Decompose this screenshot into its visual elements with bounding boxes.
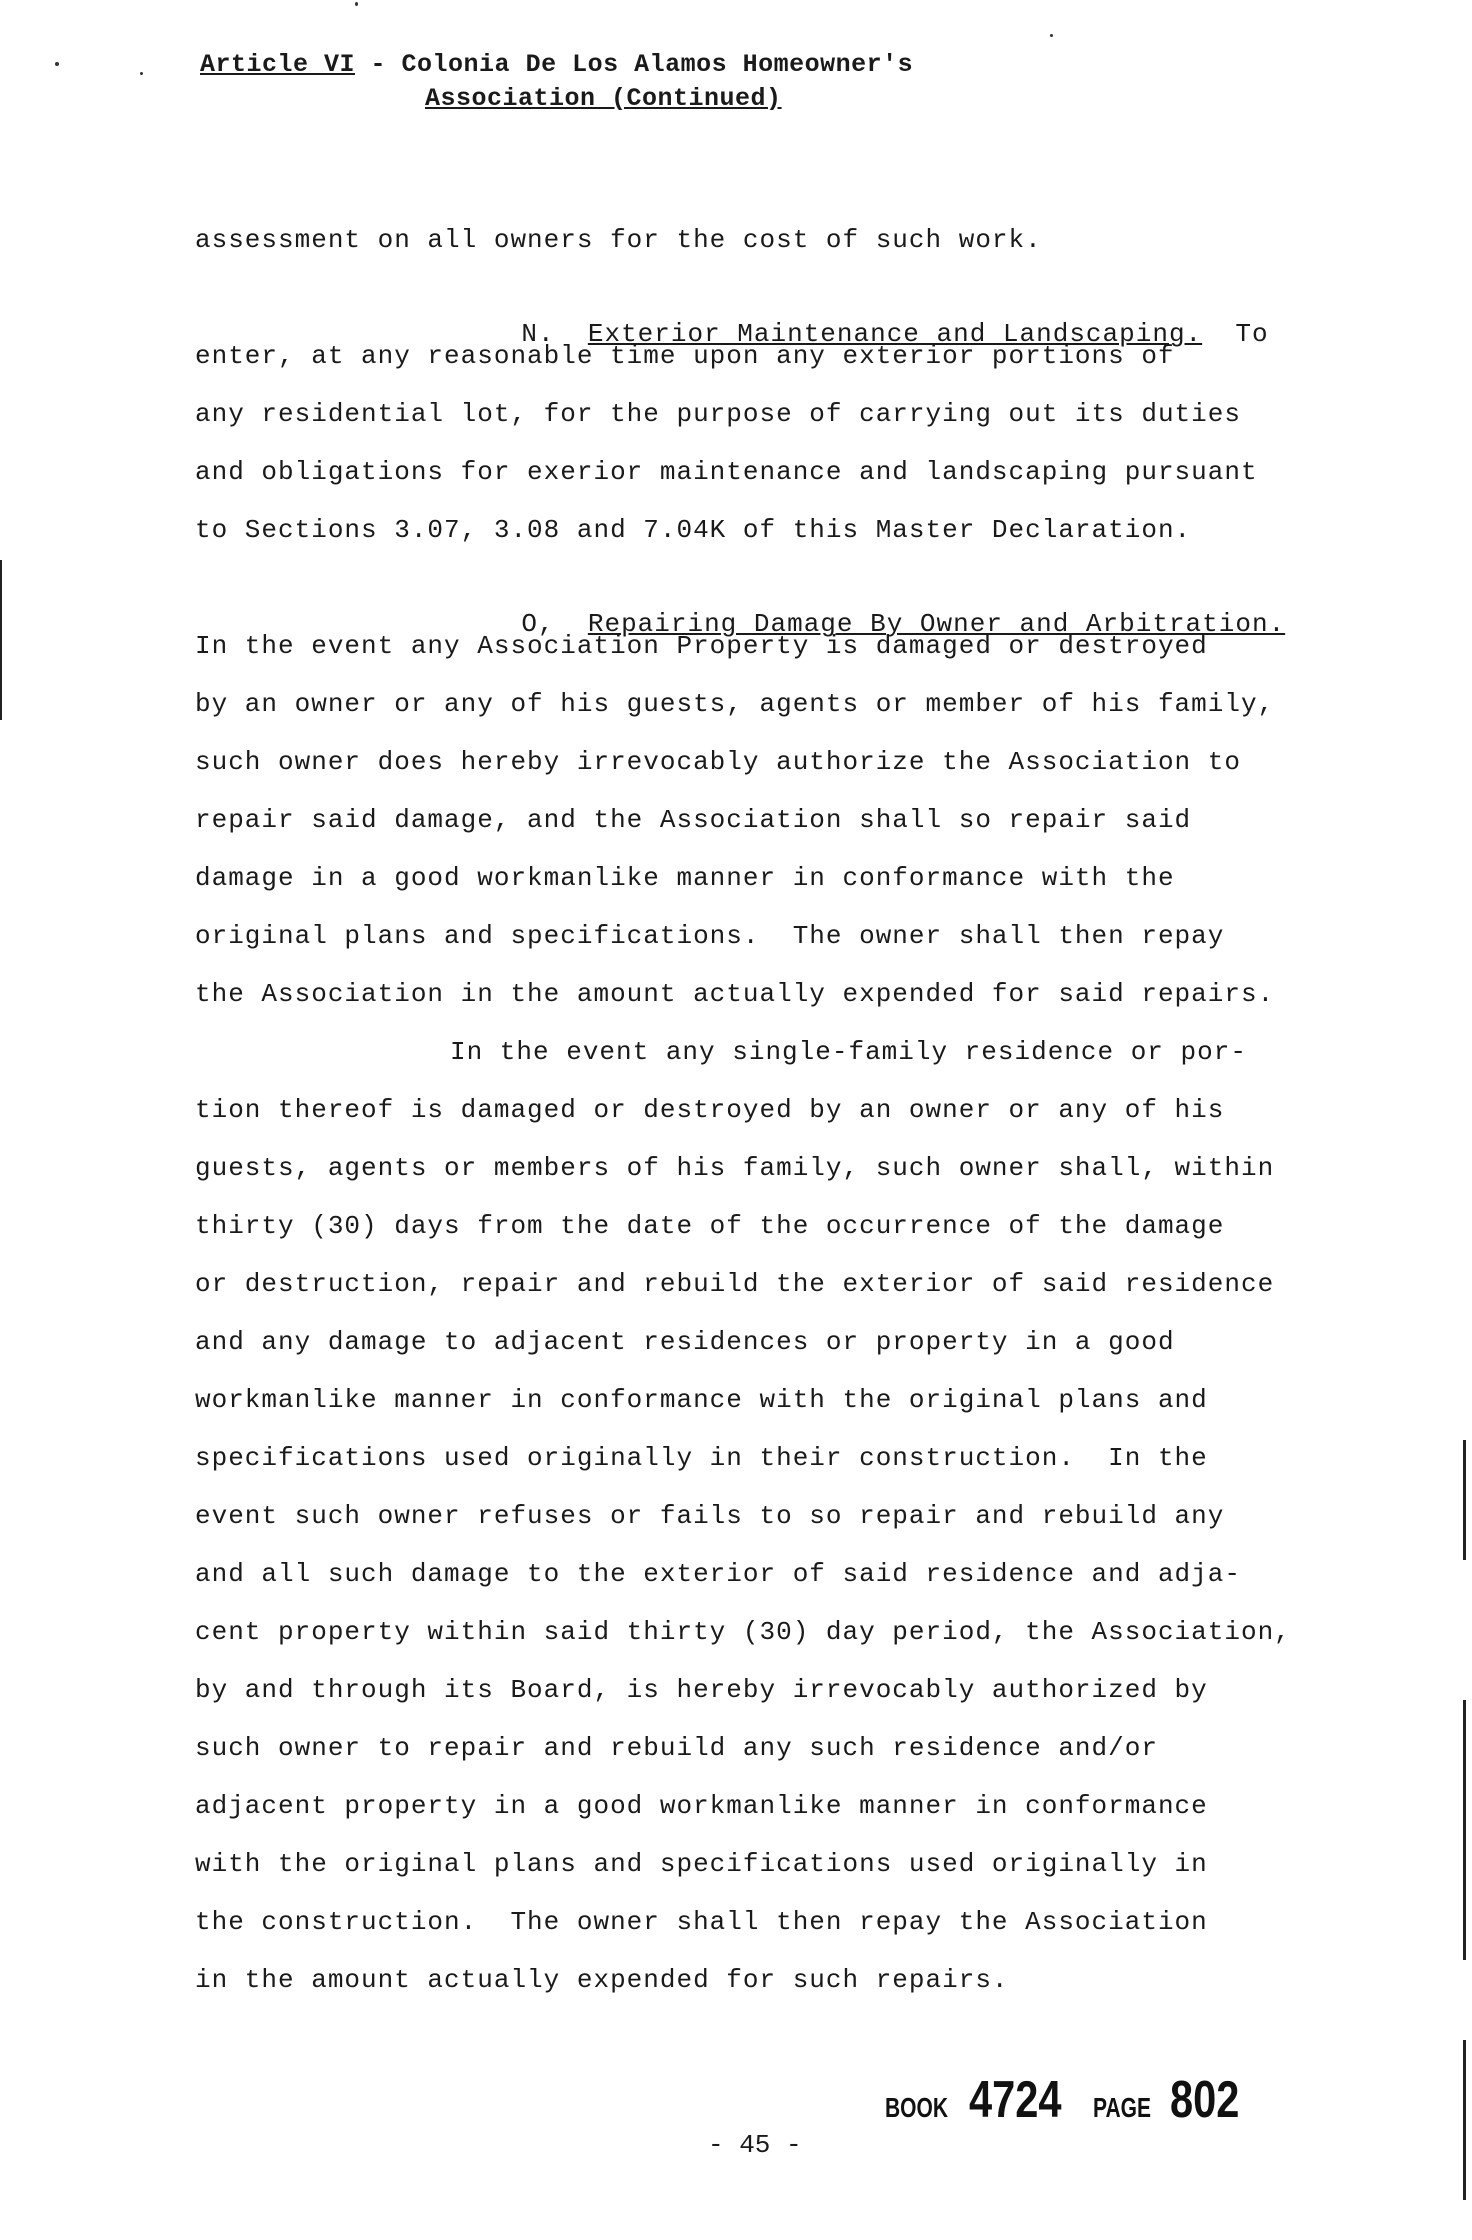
scan-edge-mark — [1463, 1700, 1466, 1960]
section-o-label: O, — [521, 609, 555, 639]
scan-edge-mark — [1463, 2040, 1466, 2200]
body-line: to Sections 3.07, 3.08 and 7.04K of this Master Declaration. — [195, 515, 1192, 545]
article-label: Article VI — [200, 50, 356, 79]
body-line: such owner does hereby irrevocably authorize the Association to — [195, 747, 1241, 777]
body-line: the construction. The owner shall then repay the Association — [195, 1907, 1208, 1937]
header-title-line1: Colonia De Los Alamos Homeowner's — [401, 50, 914, 79]
page-label: PAGE — [1093, 2092, 1152, 2123]
body-line: damage in a good workmanlike manner in conformance with the — [195, 863, 1175, 893]
section-n-heading — [455, 280, 1269, 349]
body-line: To — [1235, 319, 1269, 349]
body-line: In the event any Association Property is damaged or destroyed — [195, 631, 1208, 661]
body-line: any residential lot, for the purpose of carrying out its duties — [195, 399, 1241, 429]
body-line: and all such damage to the exterior of said residence and adja- — [195, 1559, 1241, 1589]
body-line: In the event any single-family residence or por- — [450, 1037, 1247, 1067]
body-line: workmanlike manner in conformance with the original plans and — [195, 1385, 1208, 1415]
header-title-line2: Association (Continued) — [425, 84, 782, 113]
body-line: repair said damage, and the Association shall so repair said — [195, 805, 1192, 835]
body-line: enter, at any reasonable time upon any exterior portions of — [195, 341, 1175, 371]
body-line: tion thereof is damaged or destroyed by an owner or any of his — [195, 1095, 1225, 1125]
body-line: cent property within said thirty (30) day period, the Association, — [195, 1617, 1291, 1647]
body-line: thirty (30) days from the date of the occurrence of the damage — [195, 1211, 1225, 1241]
page-number: - 45 - — [708, 2130, 802, 2160]
article-header — [200, 48, 913, 116]
section-n-label: N. — [521, 319, 555, 349]
scan-speck — [55, 62, 59, 66]
scan-speck — [355, 2, 358, 6]
page-ref: 802 — [1170, 2071, 1240, 2129]
book-page-stamp — [885, 2070, 1257, 2130]
scan-speck — [140, 72, 143, 75]
body-line: such owner to repair and rebuild any such residence and/or — [195, 1733, 1158, 1763]
body-line: adjacent property in a good workmanlike manner in conformance — [195, 1791, 1208, 1821]
scan-edge-mark — [0, 560, 2, 720]
body-line: and obligations for exerior maintenance and landscaping pursuant — [195, 457, 1258, 487]
body-line: assessment on all owners for the cost of such work. — [195, 225, 1042, 255]
section-o-heading — [455, 570, 1286, 639]
scan-edge-mark — [1463, 1440, 1466, 1560]
body-line: by an owner or any of his guests, agents or member of his family, — [195, 689, 1275, 719]
body-line: in the amount actually expended for such repairs. — [195, 1965, 1009, 1995]
body-line: with the original plans and specifications used originally in — [195, 1849, 1208, 1879]
body-line: original plans and specifications. The owner shall then repay — [195, 921, 1225, 951]
body-line: or destruction, repair and rebuild the exterior of said residence — [195, 1269, 1275, 1299]
book-label: BOOK — [885, 2092, 948, 2123]
section-n-title: Exterior Maintenance and Landscaping. — [587, 319, 1203, 349]
body-line: specifications used originally in their construction. In the — [195, 1443, 1208, 1473]
body-line: event such owner refuses or fails to so repair and rebuild any — [195, 1501, 1225, 1531]
book-number: 4724 — [969, 2071, 1062, 2129]
body-line: and any damage to adjacent residences or property in a good — [195, 1327, 1175, 1357]
section-o-title: Repairing Damage By Owner and Arbitration. — [587, 609, 1286, 639]
body-line: guests, agents or members of his family, such owner shall, within — [195, 1153, 1275, 1183]
body-line: by and through its Board, is hereby irrevocably authorized by — [195, 1675, 1208, 1705]
body-line: the Association in the amount actually expended for said repairs. — [195, 979, 1275, 1009]
header-dash: - — [355, 50, 402, 79]
scan-speck — [1050, 34, 1053, 37]
